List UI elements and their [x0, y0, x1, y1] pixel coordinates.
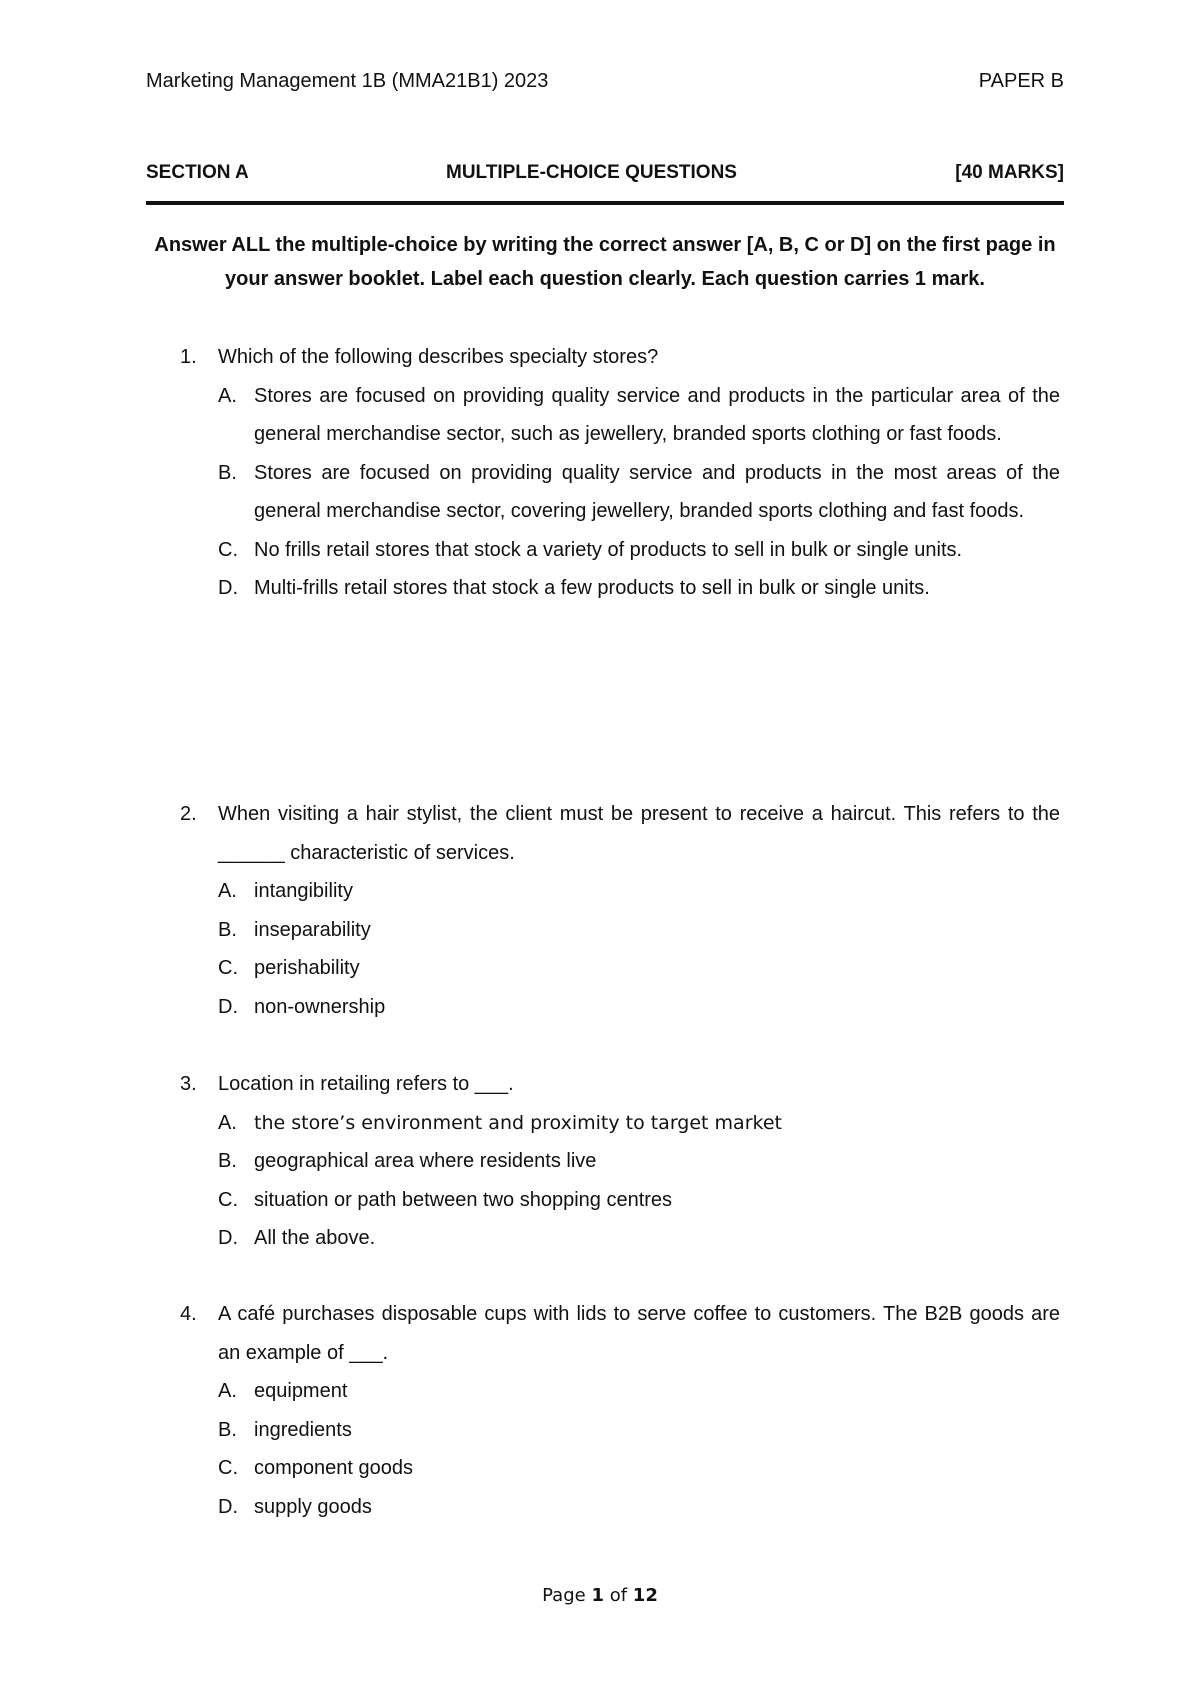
option-b: [218, 911, 1060, 950]
question-2: [180, 795, 1060, 1026]
option-letter: B.: [218, 1150, 237, 1172]
option-b: [218, 454, 1060, 531]
option-text: ingredients: [254, 1418, 352, 1441]
option-a: [218, 1104, 1060, 1143]
option-text: situation or path between two shopping centres: [254, 1188, 673, 1211]
option-text: non-ownership: [254, 995, 386, 1018]
section-marks: [40 MARKS]: [955, 162, 1064, 183]
option-letter: A.: [218, 384, 237, 407]
course-title: Marketing Management 1B (MMA21B1) 2023: [146, 70, 549, 92]
question-text: When visiting a hair stylist, the client must be present to receive a haircut. This refers to the ______ characteristic of services.: [218, 803, 1060, 864]
option-d: [218, 1488, 1060, 1527]
question-3: [180, 1065, 1060, 1258]
paper-label: PAPER B: [978, 70, 1064, 92]
option-c: [218, 1449, 1060, 1488]
option-letter: A.: [218, 1380, 237, 1402]
option-c: [218, 531, 1060, 570]
question-number: 3.: [180, 1073, 197, 1095]
option-letter: A.: [218, 880, 237, 902]
option-text: Stores are focused on providing quality service and products in the particular area of the general merchandise sector, such as jewellery, branded sports clothing or fast foods.: [254, 384, 1060, 445]
option-text: equipment: [254, 1380, 348, 1402]
option-letter: C.: [218, 957, 238, 979]
option-d: [218, 1219, 1060, 1258]
question-text: Which of the following describes specialty stores?: [218, 346, 659, 368]
page-total: 12: [632, 1585, 658, 1606]
page-word: Page: [542, 1585, 586, 1606]
option-letter: D.: [218, 1227, 238, 1249]
page-current: 1: [591, 1585, 604, 1606]
option-text: All the above.: [254, 1227, 376, 1249]
option-text: Stores are focused on providing quality service and products in the most areas of the general merchandise sector, covering jewellery, branded sports clothing and fast foods.: [254, 461, 1060, 522]
option-text: intangibility: [254, 880, 353, 902]
option-letter: C.: [218, 538, 238, 561]
option-letter: A.: [218, 1111, 237, 1134]
option-text: geographical area where residents live: [254, 1150, 597, 1172]
option-text: component goods: [254, 1457, 414, 1479]
question-number: 2.: [180, 803, 197, 825]
page-footer: [0, 1585, 1200, 1606]
option-text: No frills retail stores that stock a variety of products to sell in bulk or single units.: [254, 538, 963, 561]
option-d: [218, 569, 1060, 608]
section-label: SECTION A: [146, 162, 249, 183]
option-letter: C.: [218, 1188, 238, 1211]
option-c: [218, 949, 1060, 988]
option-letter: D.: [218, 577, 238, 599]
question-text: A café purchases disposable cups with lids to serve coffee to customers. The B2B goods are an example of ___.: [218, 1303, 1060, 1364]
page-header: [146, 70, 1064, 93]
option-b: [218, 1142, 1060, 1181]
option-text: the store’s environment and proximity to target market: [254, 1111, 782, 1134]
option-letter: B.: [218, 461, 237, 484]
of-word: of: [609, 1585, 628, 1606]
option-text: supply goods: [254, 1495, 372, 1518]
question-text: Location in retailing refers to ___.: [218, 1073, 514, 1095]
option-a: [218, 872, 1060, 911]
question-4: [180, 1295, 1060, 1526]
option-b: [218, 1411, 1060, 1450]
option-text: perishability: [254, 957, 360, 979]
option-text: Multi-frills retail stores that stock a few products to sell in bulk or single units.: [254, 577, 930, 599]
option-letter: D.: [218, 995, 238, 1018]
question-number: 1.: [180, 346, 197, 368]
question-1: [180, 338, 1060, 608]
option-letter: B.: [218, 1418, 237, 1441]
option-letter: B.: [218, 918, 237, 941]
question-number: 4.: [180, 1303, 197, 1325]
instructions: Answer ALL the multiple-choice by writing the correct answer [A, B, C or D] on the first page in your answer booklet. Label each question clearly. Each question carries 1 mark.: [154, 234, 1056, 290]
option-d: [218, 988, 1060, 1027]
section-title: MULTIPLE-CHOICE QUESTIONS: [446, 162, 737, 183]
option-text: inseparability: [254, 918, 371, 941]
option-a: [218, 1372, 1060, 1411]
option-a: [218, 377, 1060, 454]
option-c: [218, 1181, 1060, 1220]
option-letter: C.: [218, 1457, 238, 1479]
option-letter: D.: [218, 1495, 238, 1518]
section-divider: [146, 201, 1064, 205]
